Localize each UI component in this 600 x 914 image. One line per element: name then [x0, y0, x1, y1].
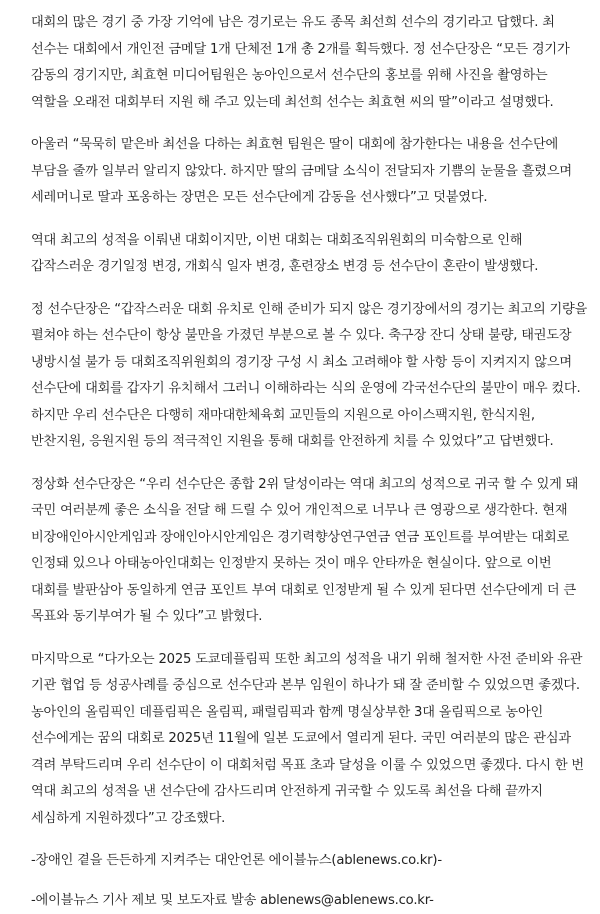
article-paragraph-5: 정상화 선수단장은 “우리 선수단은 종합 2위 달성이라는 역대 최고의 성적으로 귀국 할 수 있게 돼 국민 여러분께 좋은 소식을 전달 해 드릴 수 있어 개인적으로 너무나 큰 영광으로 생각한다. 현재 비장애인아시안게임과 장애인아시안게임은 경기력향상연구연금 연금 포인트를 부여받는 대회로 인정돼 있으나 아태농아인대회는 인정받지 못하는 것이 매우 안타까운 현실이다. 앞으로 이번 대회를 발판삼아 동일하게 연금 포인트 부여 대회로 인정받게 될 수 있게 된다면 선수단에게 더 큰 목표와 동기부여가 될 수 있다”고 밝혔다.	[31, 476, 579, 624]
footer-slogan: -장애인 곁을 든든하게 지켜주는 대안언론 에이블뉴스(ablenews.co.kr)-	[31, 853, 442, 868]
article-paragraph-1: 대회의 많은 경기 중 가장 기억에 남은 경기로는 유도 종목 최선희 선수의 경기라고 답했다. 최 선수는 대회에서 개인전 금메달 1개 단체전 1개 총 2개를 획득했다. 정 선수단장은 “모든 경기가 감동의 경기지만, 최효현 미디어팀원은 농아인으로서 선수단의 홍보를 위해 사진을 촬영하는 역할을 오래전 대회부터 지원 해 주고 있는데 최선희 선수는 최효현 씨의 딸”이라고 설명했다.	[31, 15, 570, 110]
article-paragraph-6: 마지막으로 “다가오는 2025 도쿄데플림픽 또한 최고의 성적을 내기 위해 철저한 사전 준비와 유관 기관 협업 등 성공사례를 중심으로 선수단과 본부 임원이 하나가 돼 잘 준비할 수 있었으면 좋겠다. 농아인의 올림픽인 데플림픽은 올림픽, 패럴림픽과 함께 명실상부한 3대 올림픽으로 농아인 선수에게는 꿈의 대회로 2025년 11월에 일본 도쿄에서 열리게 된다. 국민 여러분의 많은 관심과 격려 부탁드리며 우리 선수단이 이 대회처럼 목표 초과 달성을 이룰 수 있었으면 좋겠다. 다시 한 번 역대 최고의 성적을 낸 선수단에 감사드리며 안전하게 귀국할 수 있도록 최선을 다해 끝까지 세심하게 지원하겠다”고 강조했다.	[31, 651, 584, 826]
footer-contact: -에이블뉴스 기사 제보 및 보도자료 발송 ablenews@ablenews.co.kr-	[31, 893, 434, 908]
article-paragraph-3: 역대 최고의 성적을 이뤄낸 대회이지만, 이번 대회는 대회조직위원회의 미숙함으로 인해 갑작스러운 경기일정 변경, 개회식 일자 변경, 훈련장소 변경 등 선수단이 혼란이 발생했다.	[31, 232, 539, 274]
article-paragraph-2: 아울러 “묵묵히 맡은바 최선을 다하는 최효현 팀원은 딸이 대회에 참가한다는 내용을 선수단에 부담을 줄까 일부러 알리지 않았다. 하지만 딸의 금메달 소식이 전달되자 기쁨의 눈물을 흘렸으며 세레머니로 딸과 포옹하는 장면은 모든 선수단에게 감동을 선사했다”고 덧붙였다.	[31, 137, 572, 205]
article-paragraph-4: 정 선수단장은 “갑작스러운 대회 유치로 인해 준비가 되지 않은 경기장에서의 경기는 최고의 기량을 펼쳐야 하는 선수단이 항상 불만을 가졌던 부분으로 볼 수 있다. 축구장 잔디 상태 불량, 태권도장 냉방시설 불가 등 대회조직위원회의 경기장 구성 시 최소 고려해야 할 사항 등이 지켜지지 않으며 선수단에 대회를 갑자기 유치해서 그러니 이해하라는 식의 운영에 각국선수단의 불만이 매우 컸다. 하지만 우리 선수단은 다행히 재마대한체육회 교민들의 지원으로 아이스팩지원, 한식지원, 반찬지원, 응원지원 등의 적극적인 지원을 통해 대회를 안전하게 치를 수 있었다”고 답변했다.	[31, 301, 588, 449]
